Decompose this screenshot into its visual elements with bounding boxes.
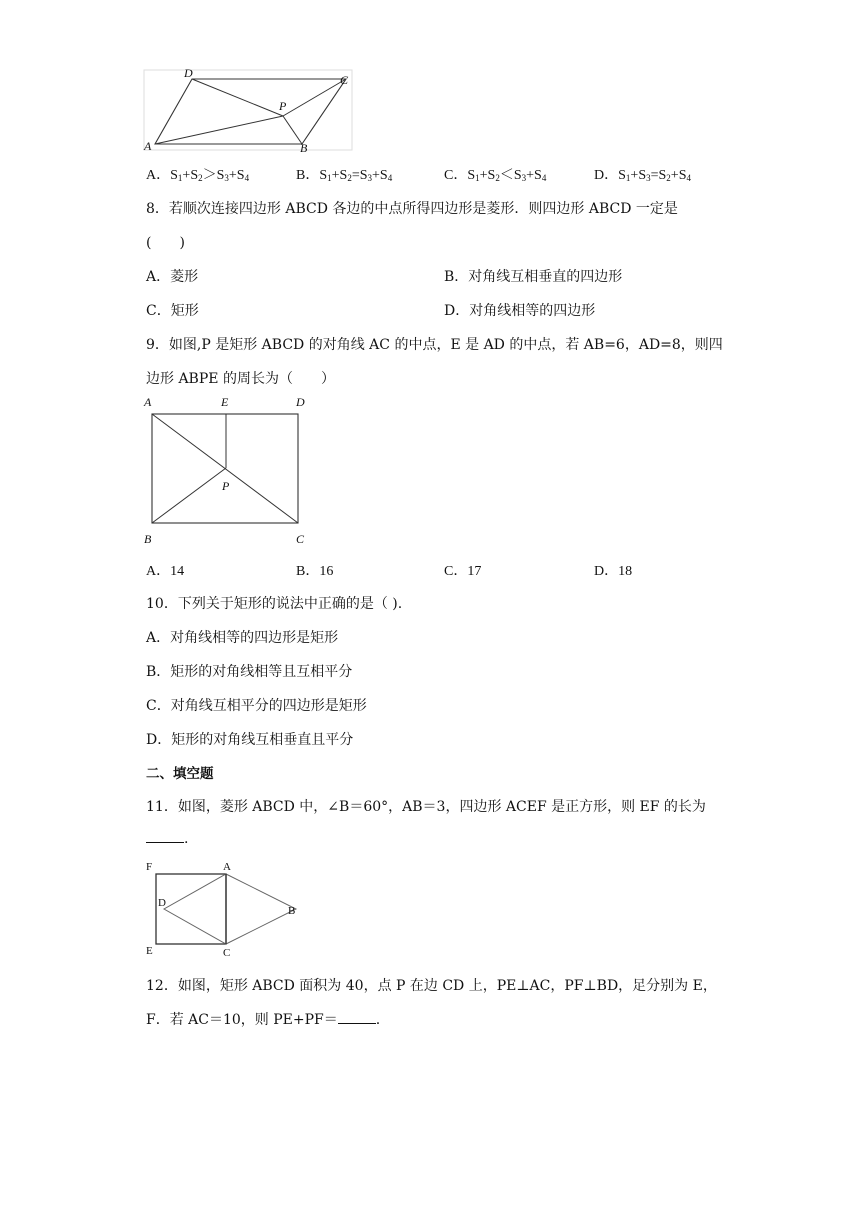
- q7-segment-bp: [283, 116, 302, 144]
- q11-stem-line1: 11．如图，菱形 ABCD 中，∠B＝60°，AB＝3，四边形 ACEF 是正方形，则 EF 的长为: [146, 799, 706, 815]
- q11-stem-line2: .: [146, 828, 188, 847]
- q9-segment-bp: [152, 468, 226, 523]
- q11-label-a: A: [223, 861, 231, 873]
- q9-figure: [140, 392, 320, 548]
- q10-option-a: A．对角线相等的四边形是矩形: [146, 630, 339, 646]
- q7-segment-cp: [283, 79, 346, 116]
- q7-label-d: D: [184, 66, 193, 80]
- q8-option-d: D．对角线相等的四边形: [444, 303, 596, 319]
- q7-segment-dp: [192, 79, 283, 116]
- q11-label-b: B: [288, 905, 296, 917]
- q11-label-e: E: [146, 945, 153, 957]
- q9-option-d: D．18: [594, 564, 633, 579]
- q11-figure: [140, 856, 310, 958]
- q8-stem-line1: 8．若顺次连接四边形 ABCD 各边的中点所得四边形是菱形．则四边形 ABCD 一定是: [146, 201, 678, 217]
- q10-option-b: B．矩形的对角线相等且互相平分: [146, 664, 353, 680]
- q7-option-d: D．$S_1+S_3=S_2+S_4$: [594, 168, 691, 183]
- q7-label-c: C: [340, 73, 349, 87]
- q8-option-b: B．对角线互相垂直的四边形: [444, 269, 623, 285]
- q8-option-a: A．菱形: [146, 269, 199, 285]
- q9-label-p: P: [222, 479, 230, 493]
- q10-stem: 10．下列关于矩形的说法中正确的是（ ).: [146, 596, 403, 612]
- q9-label-d: D: [296, 395, 305, 409]
- q11-rhombus-abcd: [164, 874, 296, 944]
- q11-answer-blank[interactable]: [146, 828, 184, 843]
- q9-stem-line1: 9．如图,P 是矩形 ABCD 的对角线 AC 的中点，E 是 AD 的中点，若 AB=6，AD=8，则四: [146, 337, 723, 353]
- q9-option-b: B．16: [296, 564, 334, 579]
- q10-option-d: D．矩形的对角线互相垂直且平分: [146, 732, 354, 748]
- q11-square-acef: [156, 874, 226, 944]
- q9-label-c: C: [296, 532, 305, 546]
- q9-label-a: A: [144, 395, 152, 409]
- q10-option-c: C．对角线互相平分的四边形是矩形: [146, 698, 367, 714]
- q12-stem-line2: F．若 AC＝10，则 PE+PF＝ .: [146, 1009, 380, 1029]
- q9-label-b: B: [144, 532, 152, 546]
- q11-label-c: C: [223, 947, 231, 958]
- q7-figure: [140, 64, 360, 154]
- q7-option-c: C．$S_1+S_2<S_3+S_4$: [444, 168, 547, 183]
- q9-stem-line2: 边形 ABPE 的周长为（ ）: [146, 371, 335, 387]
- q11-label-d: D: [158, 897, 166, 909]
- q9-option-c: C．17: [444, 564, 482, 579]
- q7-label-a: A: [144, 139, 152, 153]
- q7-label-p: P: [279, 99, 287, 113]
- q11-label-f: F: [146, 861, 153, 873]
- q7-parallelogram: [155, 79, 346, 144]
- q7-option-b: B．$S_1+S_2=S_3+S_4$: [296, 168, 393, 183]
- q7-segment-ap: [155, 116, 283, 144]
- q9-label-e: E: [221, 395, 229, 409]
- section-heading-fill-in: 二、填空题: [146, 766, 214, 782]
- q8-option-c: C．矩形: [146, 303, 199, 319]
- q7-option-a: A．$S_1+S_2>S_3+S_4$: [146, 168, 250, 183]
- q12-stem-line1: 12．如图，矩形 ABCD 面积为 40，点 P 在边 CD 上，PE⊥AC，PF⊥BD，足分别为 E，: [146, 978, 717, 994]
- q9-option-a: A．14: [146, 564, 185, 579]
- q12-answer-blank[interactable]: [338, 1009, 376, 1024]
- q7-label-b: B: [300, 141, 308, 154]
- q8-stem-line2: ( ): [146, 235, 185, 251]
- q7-figure-frame: [144, 70, 352, 150]
